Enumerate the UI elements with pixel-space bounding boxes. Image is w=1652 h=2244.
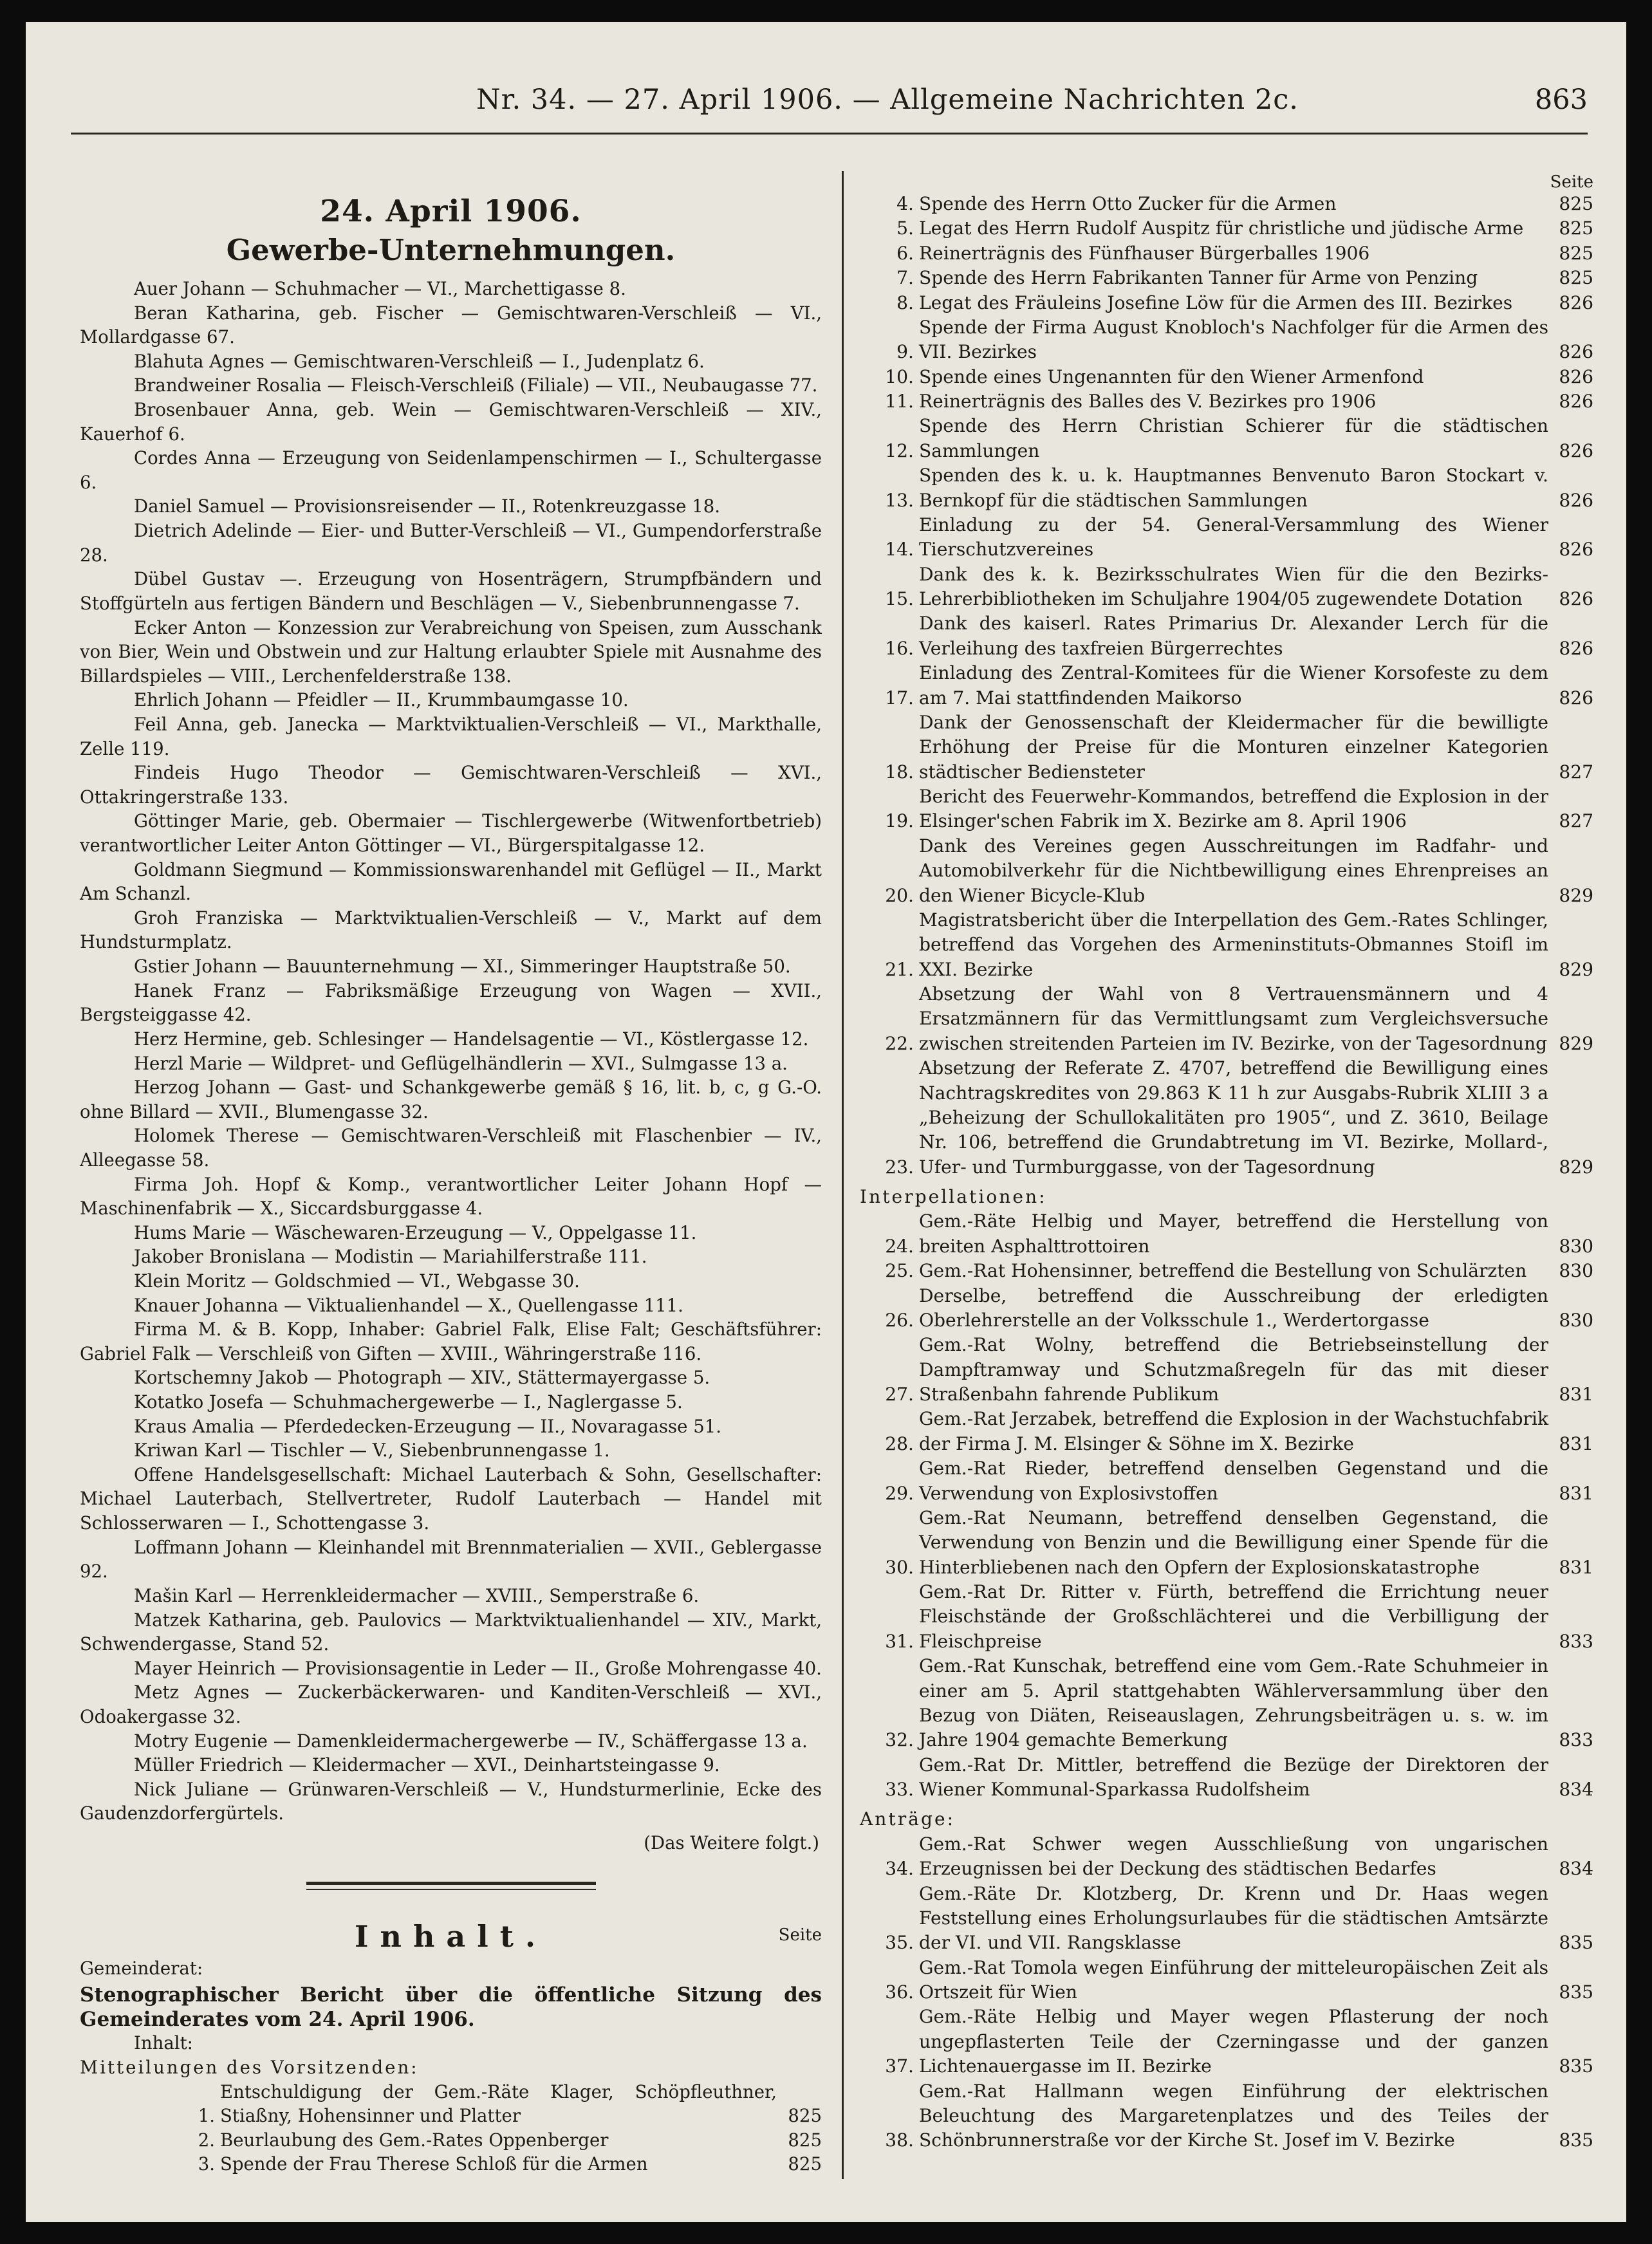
business-entry: Herz Hermine, geb. Schlesinger — Handelsagentie — VI., Köstlergasse 12. <box>134 1028 809 1050</box>
antraege-list <box>860 1832 1593 2153</box>
toc-number: 16. <box>885 637 914 659</box>
toc-page-number: 834 <box>1559 1779 1593 1800</box>
toc-number: 12. <box>885 440 914 461</box>
toc-text: Gem.-Räte Dr. Klotzberg, Dr. Krenn und Dr. Haas wegen Feststellung eines Erholungsurlaubes für die städtischen Amtsärzte der VI. und VII. Rangsklasse <box>919 1882 1548 1954</box>
toc-text: Spende des Herrn Christian Schierer für die städtischen Sammlungen <box>919 415 1548 461</box>
toc-number: 20. <box>885 884 914 906</box>
toc-page-number: 826 <box>1559 391 1593 412</box>
business-entry: Motry Eugenie — Damenkleidermachergewerbe — IV., Schäffergasse 13 a. <box>134 1730 808 1752</box>
toc-number: 25. <box>885 1260 914 1282</box>
toc-page-number: 831 <box>1559 1556 1593 1578</box>
newspaper-page <box>26 22 1626 2222</box>
toc-page-number: 826 <box>1559 489 1593 511</box>
toc-row <box>860 216 1593 241</box>
toc-text: Gem.-Rat Hohensinner, betreffend die Bestellung von Schulärzten <box>919 1260 1527 1282</box>
toc-row <box>860 661 1593 710</box>
business-entry: Firma M. & B. Kopp, Inhaber: Gabriel Falk, Elise Falt; Geschäftsführer: Gabriel Falk — Verschleiß von Giften — XVIII., Währingerstraße 116. <box>80 1319 822 1364</box>
toc-number: 13. <box>885 489 914 511</box>
toc-page-number: 835 <box>1559 1932 1593 1954</box>
toc-page-number: 829 <box>1559 884 1593 906</box>
toc-row <box>860 1259 1593 1283</box>
business-entry: Dietrich Adelinde — Eier- und Butter-Verschleiß — VI., Gumpendorferstraße 28. <box>80 521 822 566</box>
business-entry: Kraus Amalia — Pferdedecken-Erzeugung — II., Novaragasse 51. <box>134 1416 722 1437</box>
toc-text: Spende der Frau Therese Schloß für die Armen <box>220 2154 648 2175</box>
mitteilungen-label: Mitteilungen des Vorsitzenden: <box>80 2057 419 2079</box>
toc-number: 1. <box>198 2106 215 2127</box>
toc-page-number: 826 <box>1559 588 1593 609</box>
toc-text: Dank des kaiserl. Rates Primarius Dr. Alexander Lerch für die Verleihung des taxfreien Bürgerrechtes <box>919 613 1548 659</box>
toc-page-number: 825 <box>788 2106 822 2127</box>
toc-text: Dank des k. k. Bezirksschulrates Wien für die den Bezirks-Lehrerbibliotheken im Schuljahre 1904/05 zugewendete Dotation <box>919 563 1548 609</box>
business-entry: Brosenbauer Anna, geb. Wein — Gemischtwaren-Verschleiß — XIV., Kauerhof 6. <box>80 400 822 445</box>
business-entry: Goldmann Siegmund — Kommissionswarenhandel mit Geflügel — II., Markt Am Schanzl. <box>80 859 822 905</box>
business-entry: Dübel Gustav —. Erzeugung von Hosenträgern, Strumpfbändern und Stoffgürteln aus fertigen Bändern und Beschlägen — V., Siebenbrunnengasse 7. <box>80 569 822 614</box>
toc-text: Gem.-Rat Kunschak, betreffend eine vom Gem.-Rate Schuhmeier in einer am 5. April stattgehabten Wählerversammlung über den Bezug von Diäten, Reiseauslagen, Zehrungsbeiträgen u. s. w. im Jahre 1904 gemachte Bemerkung <box>919 1655 1548 1751</box>
toc-text: Bericht des Feuerwehr-Kommandos, betreffend die Explosion in der Elsinger'schen Fabrik im X. Bezirke am 8. April 1906 <box>919 786 1548 832</box>
toc-number: 35. <box>885 1932 914 1954</box>
business-entry: Herzl Marie — Wildpret- und Geflügelhändlerin — XVI., Sulmgasse 13 a. <box>134 1053 788 1074</box>
toc-number: 24. <box>885 1235 914 1257</box>
toc-row <box>860 1956 1593 2005</box>
toc-text: Gem.-Rat Jerzabek, betreffend die Explosion in der Wachstuchfabrik der Firma J. M. Elsinger & Söhne im X. Bezirke <box>919 1408 1548 1454</box>
toc-row <box>860 1654 1593 1753</box>
toc-text: Beurlaubung des Gem.-Rates Oppenberger <box>220 2129 609 2151</box>
toc-row <box>80 2129 822 2153</box>
toc-row <box>860 710 1593 784</box>
business-entry: Mayer Heinrich — Provisionsagentie in Leder — II., Große Mohrengasse 40. <box>134 1658 822 1679</box>
toc-text: Derselbe, betreffend die Ausschreibung der erledigten Oberlehrerstelle an der Volksschule 1., Werdertorgasse <box>919 1284 1548 1331</box>
toc-text: Einladung des Zentral-Komitees für die Wiener Korsofeste zu dem am 7. Mai stattfindenden Maikorso <box>919 662 1548 709</box>
toc-text: Einladung zu der 54. General-Versammlung des Wiener Tierschutzvereines <box>919 514 1548 561</box>
toc-text: Dank des Vereines gegen Ausschreitungen im Radfahr- und Automobilverkehr für die Nichtbewilligung eines Ehrenpreises an den Wiener Bicycle-Klub <box>919 835 1548 906</box>
toc-page-number: 835 <box>1559 2129 1593 2151</box>
toc-number: 15. <box>885 588 914 609</box>
toc-number: 22. <box>885 1032 914 1054</box>
business-entry: Firma Joh. Hopf & Komp., verantwortlicher Leiter Johann Hopf — Maschinenfabrik — X., Siccardsburggasse 4. <box>80 1174 822 1219</box>
toc-number: 18. <box>885 761 914 783</box>
toc-number: 7. <box>896 267 914 289</box>
business-entry: Kortschemny Jakob — Photograph — XIV., Stättermayergasse 5. <box>134 1368 710 1389</box>
toc-text: Spende der Firma August Knobloch's Nachfolger für die Armen des VII. Bezirkes <box>919 316 1548 363</box>
gemeinderat-label: Gemeinderat: <box>80 1958 203 1979</box>
toc-page-number: 830 <box>1559 1235 1593 1257</box>
toc-text: Spenden des k. u. k. Hauptmannes Benvenuto Baron Stockart v. Bernkopf für die städtischen Sammlungen <box>919 465 1548 511</box>
header-rule <box>71 133 1588 134</box>
business-entry: Cordes Anna — Erzeugung von Seidenlampenschirmen — I., Schultergasse 6. <box>80 448 822 493</box>
toc-page-number: 835 <box>1559 1981 1593 2003</box>
toc-number: 30. <box>885 1556 914 1578</box>
date-heading: 24. April 1906. <box>320 194 582 229</box>
toc-text: Legat des Herrn Rudolf Auspitz für christliche und jüdische Arme <box>919 218 1524 239</box>
toc-page-number: 826 <box>1559 637 1593 659</box>
toc-number: 27. <box>885 1384 914 1405</box>
toc-text: Gem.-Rat Hallmann wegen Einführung der elektrischen Beleuchtung des Margaretenplatzes und des Teiles der Schönbrunnerstraße vor der Kirche St. Josef im V. Bezirke <box>919 2080 1548 2151</box>
contents-title: Inhalt. <box>355 1918 547 1954</box>
toc-page-number: 826 <box>1559 341 1593 363</box>
column-rule <box>842 171 844 2179</box>
toc-page-number: 833 <box>1559 1630 1593 1652</box>
toc-number: 6. <box>896 242 914 264</box>
toc-number: 26. <box>885 1309 914 1331</box>
business-entry: Kriwan Karl — Tischler — V., Siebenbrunnengasse 1. <box>134 1440 610 1461</box>
toc-text: Spende des Herrn Fabrikanten Tanner für Arme von Penzing <box>919 267 1478 289</box>
toc-row <box>860 2005 1593 2079</box>
toc-row <box>860 1456 1593 1506</box>
toc-page-number: 825 <box>1559 218 1593 239</box>
toc-page-number: 830 <box>1559 1309 1593 1331</box>
contents-header <box>80 1916 822 1957</box>
toc-text: Absetzung der Referate Z. 4707, betreffend die Bewilligung eines Nachtragskredites von 29.863 K 11 h zur Ausgabs-Rubrik XLIII 3 a „Beheizung der Schullokalitäten pro 1905“, und Z. 3610, Beilage Nr. 106, betreffend die Grundabtretung im VI. Bezirke, Mollard-, Ufer- und Turmburggasse, von der Tagesordnung <box>919 1057 1548 1178</box>
toc-number: 17. <box>885 687 914 709</box>
toc-text: Absetzung der Wahl von 8 Vertrauensmännern und 4 Ersatzmännern für das Vermittlungsamt zum Vergleichsversuche zwischen streitenden Parteien im IV. Bezirke, von der Tagesordnung <box>919 983 1548 1054</box>
toc-row <box>860 1209 1593 1259</box>
section-heading: Gewerbe-Unternehmungen. <box>226 233 676 267</box>
business-entry: Beran Katharina, geb. Fischer — Gemischtwaren-Verschleiß — VI., Mollardgasse 67. <box>80 302 822 348</box>
page-number: 863 <box>1534 84 1588 116</box>
business-entry: Ecker Anton — Konzession zur Verabreichung von Speisen, zum Ausschank von Bier, Wein und Obstwein und zur Haltung erlaubter Spiele mit Ausnahme des Billardspieles — VIII., Lerchenfelderstraße 138. <box>80 617 822 687</box>
left-column <box>80 171 822 2177</box>
toc-row <box>80 2153 822 2177</box>
toc-page-number: 831 <box>1559 1482 1593 1504</box>
toc-row <box>860 1284 1593 1333</box>
business-entry: Metz Agnes — Zuckerbäckerwaren- und Kanditen-Verschleiß — XVI., Odoakergasse 32. <box>80 1682 822 1727</box>
toc-text: Dank der Genossenschaft der Kleidermacher für die bewilligte Erhöhung der Preise für die Monturen einzelner Kategorien städtischer Bediensteter <box>919 711 1548 783</box>
toc-row <box>860 266 1593 290</box>
separator-rule <box>306 1882 596 1885</box>
toc-number: 33. <box>885 1779 914 1800</box>
toc-number: 19. <box>885 810 914 832</box>
toc-text: Spende eines Ungenannten für den Wiener Armenfond <box>919 366 1424 387</box>
inhalt-label: Inhalt: <box>134 2033 193 2054</box>
toc-number: 2. <box>198 2129 215 2151</box>
business-entry: Findeis Hugo Theodor — Gemischtwaren-Verschleiß — XVI., Ottakringerstraße 133. <box>80 763 822 808</box>
business-entry: Offene Handelsgesellschaft: Michael Lauterbach & Sohn, Gesellschafter: Michael Lauterbach, Stellvertreter, Rudolf Lauterbach — Handel mit Schlosserwaren — I., Schottengasse 3. <box>80 1464 822 1534</box>
toc-number: 4. <box>896 193 914 214</box>
business-entry: Klein Moritz — Goldschmied — VI., Webgasse 30. <box>134 1270 580 1292</box>
toc-page-number: 826 <box>1559 539 1593 561</box>
toc-number: 8. <box>896 292 914 313</box>
toc-number: 38. <box>885 2129 914 2151</box>
toc-page-number: 833 <box>1559 1729 1593 1751</box>
business-entry: Knauer Johanna — Viktualienhandel — X., Quellengasse 111. <box>134 1295 683 1316</box>
right-column <box>860 171 1593 2153</box>
business-entry: Blahuta Agnes — Gemischtwaren-Verschleiß — I., Judenplatz 6. <box>134 351 705 372</box>
business-entry: Göttinger Marie, geb. Obermaier — Tischlergewerbe (Witwenfortbetrieb) verantwortlicher Leiter Anton Göttinger — VI., Bürgerspitalgasse 12. <box>80 811 822 857</box>
toc-page-number: 834 <box>1559 1858 1593 1880</box>
toc-text: Legat des Fräuleins Josefine Löw für die Armen des III. Bezirkes <box>919 292 1513 313</box>
toc-row <box>860 315 1593 365</box>
business-entry: Kotatko Josefa — Schuhmachergewerbe — I., Naglergasse 5. <box>134 1392 683 1413</box>
toc-page-number: 826 <box>1559 440 1593 461</box>
toc-text: Entschuldigung der Gem.-Räte Klager, Schöpfleuthner, Stiaßny, Hohensinner und Platter <box>220 2081 777 2127</box>
continued-note: (Das Weitere folgt.) <box>644 1833 819 1853</box>
business-entry: Matzek Katharina, geb. Paulovics — Marktviktualienhandel — XIV., Markt, Schwendergasse, Stand 52. <box>80 1609 822 1655</box>
toc-row <box>860 1407 1593 1456</box>
report-title: Stenographischer Bericht über die öffentliche Sitzung des Gemeinderates vom 24. April 1906. <box>80 1983 822 2031</box>
antraege-label: Anträge: <box>860 1808 956 1830</box>
toc-row <box>860 1753 1593 1803</box>
toc-number: 11. <box>885 391 914 412</box>
toc-row <box>860 414 1593 463</box>
toc-number: 21. <box>885 958 914 980</box>
business-entry: Ehrlich Johann — Pfeidler — II., Krummbaumgasse 10. <box>134 690 629 711</box>
running-title: Nr. 34. — 27. April 1906. — Allgemeine Nachrichten 2c. <box>476 84 1299 116</box>
interpellationen-label: Interpellationen: <box>860 1186 1047 1207</box>
toc-row <box>860 908 1593 982</box>
business-entry: Jakober Bronislana — Modistin — Mariahilferstraße 111. <box>134 1247 647 1268</box>
toc-page-number: 827 <box>1559 761 1593 783</box>
toc-row <box>860 192 1593 216</box>
toc-row <box>860 611 1593 661</box>
toc-row <box>860 834 1593 908</box>
business-entry: Hanek Franz — Fabriksmäßige Erzeugung von Wagen — XVII., Bergsteiggasse 42. <box>80 980 822 1026</box>
toc-page-number: 825 <box>1559 242 1593 264</box>
toc-number: 34. <box>885 1858 914 1880</box>
toc-row <box>860 1333 1593 1407</box>
toc-row <box>860 1580 1593 1654</box>
contents-list-right <box>860 192 1593 1180</box>
separator-rule-thin <box>306 1889 596 1890</box>
toc-number: 32. <box>885 1729 914 1751</box>
toc-text: Gem.-Räte Helbig und Mayer, betreffend die Herstellung von breiten Asphalttrottoiren <box>919 1210 1548 1257</box>
toc-row <box>860 784 1593 834</box>
toc-row <box>80 2081 822 2129</box>
toc-number: 36. <box>885 1981 914 2003</box>
toc-row <box>860 562 1593 612</box>
toc-text: Gem.-Rat Wolny, betreffend die Betriebseinstellung der Dampftramway und Schutzmaßregeln für das mit dieser Straßenbahn fahrende Publikum <box>919 1334 1548 1405</box>
toc-page-number: 826 <box>1559 292 1593 313</box>
toc-text: Gem.-Räte Helbig und Mayer wegen Pflasterung der noch ungepflasterten Teile der Czerningasse und der ganzen Lichtenauergasse im II. Bezirke <box>919 2006 1548 2077</box>
toc-number: 9. <box>896 341 914 363</box>
business-entry: Loffmann Johann — Kleinhandel mit Brennmaterialien — XVII., Geblergasse 92. <box>80 1537 822 1582</box>
toc-row <box>860 1882 1593 1956</box>
toc-page-number: 829 <box>1559 1156 1593 1178</box>
toc-page-number: 826 <box>1559 366 1593 387</box>
toc-row <box>860 365 1593 389</box>
running-head <box>26 84 1626 122</box>
toc-number: 28. <box>885 1433 914 1454</box>
toc-row <box>860 463 1593 513</box>
toc-page-number: 825 <box>1559 267 1593 289</box>
toc-number: 29. <box>885 1482 914 1504</box>
business-entry: Müller Friedrich — Kleidermacher — XVI., Deinhartsteingasse 9. <box>134 1755 720 1776</box>
toc-number: 14. <box>885 539 914 561</box>
toc-text: Gem.-Rat Rieder, betreffend denselben Gegenstand und die Verwendung von Explosivstoffen <box>919 1458 1548 1504</box>
toc-text: Gem.-Rat Schwer wegen Ausschließung von ungarischen Erzeugnissen bei der Deckung des städtischen Bedarfes <box>919 1833 1548 1880</box>
business-entry: Feil Anna, geb. Janecka — Marktviktualien-Verschleiß — VI., Markthalle, Zelle 119. <box>80 714 822 759</box>
toc-text: Reinerträgnis des Fünfhauser Bürgerballes 1906 <box>919 242 1370 264</box>
toc-row <box>860 291 1593 315</box>
toc-row <box>860 1832 1593 1882</box>
toc-number: 5. <box>896 218 914 239</box>
toc-row <box>860 389 1593 414</box>
toc-number: 23. <box>885 1156 914 1178</box>
business-entry: Nick Juliane — Grünwaren-Verschleiß — V., Hundsturmerlinie, Ecke des Gaudenzdorfergürtels. <box>80 1779 822 1824</box>
toc-text: Magistratsbericht über die Interpellation des Gem.-Rates Schlinger, betreffend das Vorgehen des Armeninstituts-Obmannes Stoifl im XXI. Bezirke <box>919 909 1548 980</box>
toc-row <box>860 1056 1593 1180</box>
toc-text: Gem.-Rat Neumann, betreffend denselben Gegenstand, die Verwendung von Benzin und die Bewilligung einer Spende für die Hinterbliebenen nach den Opfern der Explosionskatastrophe <box>919 1507 1548 1578</box>
seite-label-right: Seite <box>1550 172 1593 192</box>
business-entry: Daniel Samuel — Provisionsreisender — II., Rotenkreuzgasse 18. <box>134 496 721 517</box>
toc-row <box>860 241 1593 266</box>
toc-text: Gem.-Rat Dr. Mittler, betreffend die Bezüge der Direktoren der Wiener Kommunal-Sparkassa Rudolfsheim <box>919 1754 1548 1800</box>
seite-label: Seite <box>778 1925 822 1945</box>
business-entry: Herzog Johann — Gast- und Schankgewerbe gemäß § 16, lit. b, c, g G.-O. ohne Billard — XVII., Blumengasse 32. <box>80 1077 822 1122</box>
toc-number: 10. <box>885 366 914 387</box>
toc-page-number: 829 <box>1559 958 1593 980</box>
toc-page-number: 835 <box>1559 2055 1593 2077</box>
toc-text: Gem.-Rat Dr. Ritter v. Fürth, betreffend die Errichtung neuer Fleischstände der Großschlächterei und die Verbilligung der Fleischpreise <box>919 1581 1548 1652</box>
toc-page-number: 831 <box>1559 1384 1593 1405</box>
toc-row <box>860 513 1593 562</box>
business-entries <box>80 277 822 1826</box>
toc-page-number: 826 <box>1559 687 1593 709</box>
business-entry: Auer Johann — Schuhmacher — VI., Marchettigasse 8. <box>134 279 626 299</box>
toc-number: 3. <box>198 2154 215 2175</box>
toc-row <box>860 982 1593 1056</box>
toc-page-number: 827 <box>1559 810 1593 832</box>
toc-row <box>860 1506 1593 1580</box>
toc-page-number: 825 <box>1559 193 1593 214</box>
business-entry: Gstier Johann — Bauunternehmung — XI., Simmeringer Hauptstraße 50. <box>134 956 791 978</box>
toc-page-number: 829 <box>1559 1032 1593 1054</box>
toc-page-number: 825 <box>788 2154 822 2175</box>
toc-text: Spende des Herrn Otto Zucker für die Armen <box>919 193 1337 214</box>
business-entry: Groh Franziska — Marktviktualien-Verschleiß — V., Markt auf dem Hundsturmplatz. <box>80 907 822 953</box>
toc-text: Reinerträgnis des Balles des V. Bezirkes pro 1906 <box>919 391 1377 412</box>
toc-number: 37. <box>885 2055 914 2077</box>
toc-page-number: 825 <box>788 2129 822 2151</box>
toc-text: Gem.-Rat Tomola wegen Einführung der mitteleuropäischen Zeit als Ortszeit für Wien <box>919 1956 1548 2003</box>
toc-number: 31. <box>885 1630 914 1652</box>
toc-row <box>860 2079 1593 2153</box>
business-entry: Mašin Karl — Herrenkleidermacher — XVIII., Semperstraße 6. <box>134 1585 700 1606</box>
toc-page-number: 830 <box>1559 1260 1593 1282</box>
contents-list-left <box>80 2081 822 2177</box>
business-entry: Brandweiner Rosalia — Fleisch-Verschleiß (Filiale) — VII., Neubaugasse 77. <box>134 375 818 396</box>
business-entry: Hums Marie — Wäschewaren-Erzeugung — V., Oppelgasse 11. <box>134 1222 697 1243</box>
interpellationen-list <box>860 1209 1593 1802</box>
toc-page-number: 831 <box>1559 1433 1593 1454</box>
business-entry: Holomek Therese — Gemischtwaren-Verschleiß mit Flaschenbier — IV., Alleegasse 58. <box>80 1126 822 1171</box>
